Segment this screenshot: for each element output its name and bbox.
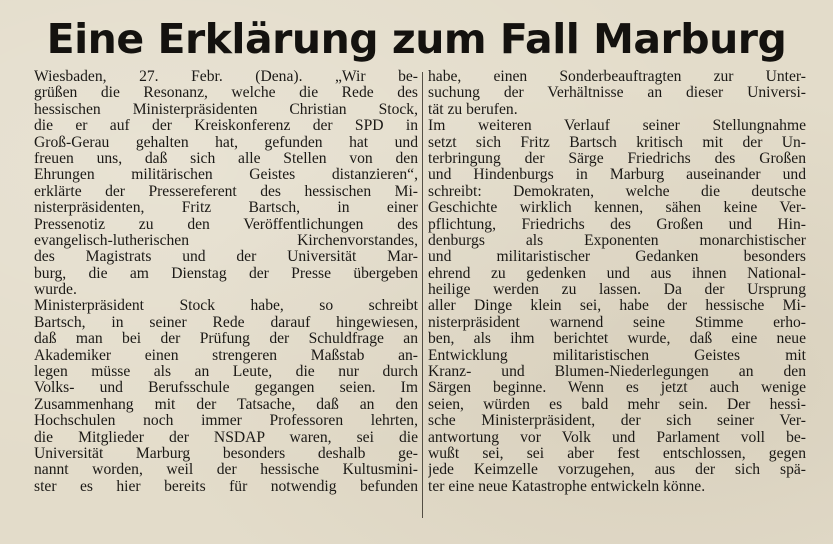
article-line: ter eine neue Katastrophe entwickeln könne. — [428, 478, 706, 495]
article-line: setzt sich Fritz Bartsch kritisch mit der Un- — [428, 134, 806, 151]
article-line: denburgs als Exponenten monarchistischer — [428, 232, 806, 249]
article-line: Universität Marburg besonders deshalb ge- — [34, 445, 418, 462]
article-line: habe, einen Sonderbeauftragten zur Unter- — [428, 69, 806, 85]
article-line: Volks- und Berufsschule gegangen seien. Im — [34, 380, 418, 397]
article-line: ster es hier bereits für notwendig befunden — [34, 478, 418, 495]
article-line: und militaristischer Gedanken besonders — [428, 249, 806, 266]
article-line: und Hindenburgs in Marburg auseinander und — [428, 167, 806, 184]
left-column — [34, 69, 418, 495]
article-line: nisterpräsident warnend seine Stimme erho- — [428, 314, 806, 331]
article-line: Särgen beginne. Wenn es jetzt auch wenige — [428, 380, 806, 397]
article-line: wurde. — [34, 282, 77, 299]
article-line: wußt sei, sei aber fest entschlossen, gegen — [428, 445, 806, 462]
headline: Eine Erklärung zum Fall Marburg — [46, 15, 787, 63]
article-line: pflichtung, Friedrichs des Großen und Hin- — [428, 216, 806, 233]
right-column — [428, 69, 806, 495]
article-line: des Magistrats und der Universität Mar- — [34, 249, 418, 266]
article-line: Ehrungen militärischen Geistes distanzieren“, — [34, 167, 418, 184]
article-line: hessischen Ministerpräsidenten Christian Stock, — [34, 101, 418, 118]
article-line: jede Keimzelle vorzugehen, aus der sich spä- — [428, 462, 806, 479]
article-line: freuen uns, daß sich alle Stellen von den — [34, 150, 418, 167]
article-line: ehrend zu gedenken und aus ihnen National- — [428, 265, 806, 282]
article-line: daß man bei der Prüfung der Schuldfrage an — [34, 331, 418, 348]
article-line: schreibt: Demokraten, welche die deutsche — [428, 183, 806, 200]
article-line: evangelisch-lutherischen Kirchenvorstandes, — [34, 232, 418, 249]
article-line: erklärte der Pressereferent des hessischen Mi- — [34, 183, 418, 200]
article-line: nannt worden, weil der hessische Kultusmini- — [34, 462, 418, 479]
article-line: Wiesbaden, 27. Febr. (Dena). „Wir be- — [34, 69, 418, 85]
article-line: Akademiker einen strengeren Maßstab an- — [34, 347, 418, 364]
article-line: Kranz- und Blumen-Niederlegungen an den — [428, 364, 806, 381]
article-line: Geschichte wirklich kennen, sähen keine Ver- — [428, 200, 806, 217]
article-line: die Mitglieder der NSDAP waren, sei die — [34, 429, 418, 446]
column-divider — [422, 72, 423, 518]
article-line: terbringung der Särge Friedrichs des Großen — [428, 150, 806, 167]
article-line: Pressenotiz zu den Veröffentlichungen des — [34, 216, 418, 233]
article-line: Hochschulen noch immer Professoren lehrten, — [34, 413, 418, 430]
article-line: tät zu berufen. — [428, 101, 518, 118]
article-line: die er auf der Kreiskonferenz der SPD in — [34, 118, 418, 135]
article-line: Bartsch, in seiner Rede darauf hingewiesen, — [34, 314, 418, 331]
article-line: sche Ministerpräsident, der sich seiner Ver- — [428, 413, 806, 430]
article-line: legen müsse als an Leute, die nur durch — [34, 364, 418, 381]
article-line: antwortung vor Volk und Parlament voll be- — [428, 429, 806, 446]
article-line: Im weiteren Verlauf seiner Stellungnahme — [428, 118, 806, 135]
article-line: ben, als ihm berichtet wurde, daß eine neue — [428, 331, 806, 348]
article-line: Entwicklung militaristischen Geistes mit — [428, 347, 806, 364]
article-line: Groß-Gerau gehalten hat, gefunden hat und — [34, 134, 418, 151]
article-line: burg, die am Dienstag der Presse übergeben — [34, 265, 418, 282]
article-line: seien, würden es bald mehr sein. Der hessi- — [428, 396, 806, 413]
article-line: nisterpräsidenten, Fritz Bartsch, in einer — [34, 200, 418, 217]
article-line: Zusammenhang mit der Tatsache, daß an den — [34, 396, 418, 413]
article-line: suchung der Verhältnisse an dieser Universi- — [428, 85, 806, 102]
article-line: aller Dinge klein sei, habe der hessische Mi- — [428, 298, 806, 315]
article-line: Ministerpräsident Stock habe, so schreibt — [34, 298, 418, 315]
article-line: heilige werden zu lassen. Da der Ursprung — [428, 282, 806, 299]
article-line: grüßen die Resonanz, welche die Rede des — [34, 85, 418, 102]
